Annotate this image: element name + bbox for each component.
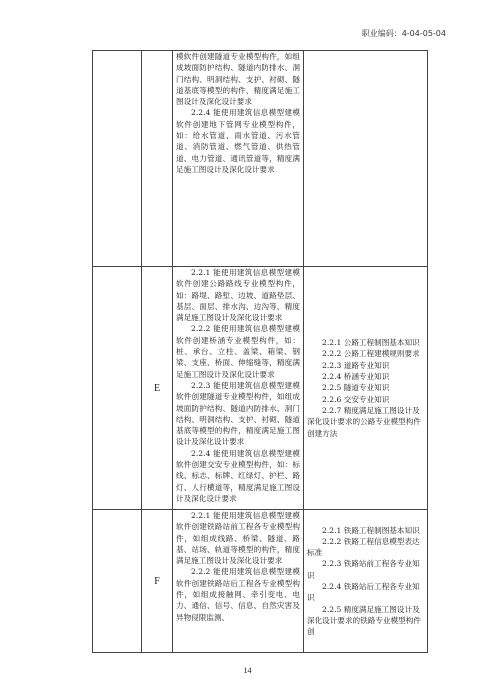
related-knowledge-cell: [304, 510, 428, 653]
skill-item: 2.2.2 能使用建筑信息模型建模软件创建铁路站后工程各专业模型构件，如组成接触网、牵引变电、电力、通信、信号、信息、自然灾害及异物侵限监测、: [176, 567, 300, 622]
knowledge-item: 2.2.2 公路工程建模规则要求: [322, 349, 420, 359]
occupation-function-cell: [93, 510, 142, 653]
knowledge-item: 2.2.5 精度满足施工图设计及深化设计要求的铁路专业模型构件创: [307, 604, 421, 637]
knowledge-item: 2.2.4 桥涵专业知识: [322, 372, 390, 382]
knowledge-item: 2.2.3 铁路站前工程各专业知识: [307, 559, 420, 580]
skill-requirements-cell: [173, 510, 304, 653]
related-knowledge-cell: [304, 51, 428, 267]
skill-requirements-cell: [173, 267, 304, 510]
knowledge-item: 2.2.7 精度满足施工图设计及深化设计要求的公路专业模型构件创建方法: [307, 405, 421, 438]
occupation-code: 职业编码：4-04-05-04: [361, 29, 446, 38]
knowledge-item: 2.2.2 铁路工程信息模型表达标准: [307, 536, 420, 558]
knowledge-item: 2.2.5 隧道专业知识: [322, 383, 390, 393]
level-cell: E: [142, 267, 173, 510]
knowledge-item: 2.2.1 铁路工程制图基本知识: [322, 525, 420, 535]
skill-item: 2.2.2 能使用建筑信息模型建模软件创建桥涵专业模型构件，如：桩、承台、立柱、盖梁、箱梁、钢梁、支座、桥面、伸缩缝等，精度满足施工图设计及深化设计要求: [176, 324, 300, 379]
table-row: [93, 510, 428, 653]
skill-requirements-table: [92, 50, 428, 653]
skill-item: 2.2.1 能使用建筑信息模型建模软件创建公路路线专业模型构件，如：路堤、路堑、边坡、道路垫层、基层、面层、排水沟、边沟等，精度满足施工图设计及深化设计要求: [176, 268, 300, 323]
skill-requirements-cell: [173, 51, 304, 267]
page-number: 14: [243, 666, 252, 675]
occupation-function-cell: [93, 51, 142, 267]
skill-item: 2.2.1 能使用建筑信息模型建模软件创建铁路站前工程各专业模型构件，如组成线路、桥梁、隧道、路基、站场、轨道等模型的构件，精度满足施工图设计及深化设计要求: [176, 511, 300, 566]
level-cell: [142, 51, 173, 267]
table-row: [93, 267, 428, 510]
knowledge-item: 2.2.3 道路专业知识: [322, 360, 390, 370]
knowledge-item: 2.2.1 公路工程制图基本知识: [322, 338, 420, 348]
skill-item: 2.2.4 能使用建筑信息模型建模软件创建地下管网专业模型构件，如：给水管道、雨水管道、污水管道、消防管道、燃气管道、供热管道、电力管道、通讯管道等，精度满足施工图设计及深化设计要求: [176, 108, 300, 174]
table-row: [93, 51, 428, 267]
knowledge-item: 2.2.6 交安专业知识: [322, 394, 390, 404]
level-cell: F: [142, 510, 173, 653]
occupation-function-cell: [93, 267, 142, 510]
skill-item: 2.2.4 能使用建筑信息模型建模软件创建交安专业模型构件，如：标线、标志、标牌、红绿灯、护栏、路灯、人行横道等，精度满足施工图设计及深化设计要求: [176, 448, 300, 503]
skill-item: 2.2.3 能使用建筑信息模型建模软件创建隧道专业模型构件，如组成坡面防护结构、隧道内防排水、洞门结构、明洞结构、支护、衬砌、隧道基底等模型的构件，精度满足施工图设计及深化设计要求: [176, 380, 300, 447]
skill-item: 模软件创建隧道专业模型构件，如组成坡面防护结构、隧道内防排水、洞门结构、明洞结构、支护、衬砌、隧道基底等模型的构件，精度满足施工图设计及深化设计要求: [176, 52, 300, 107]
knowledge-item: 2.2.4 铁路站后工程各专业知识: [307, 582, 420, 603]
related-knowledge-cell: [304, 267, 428, 510]
